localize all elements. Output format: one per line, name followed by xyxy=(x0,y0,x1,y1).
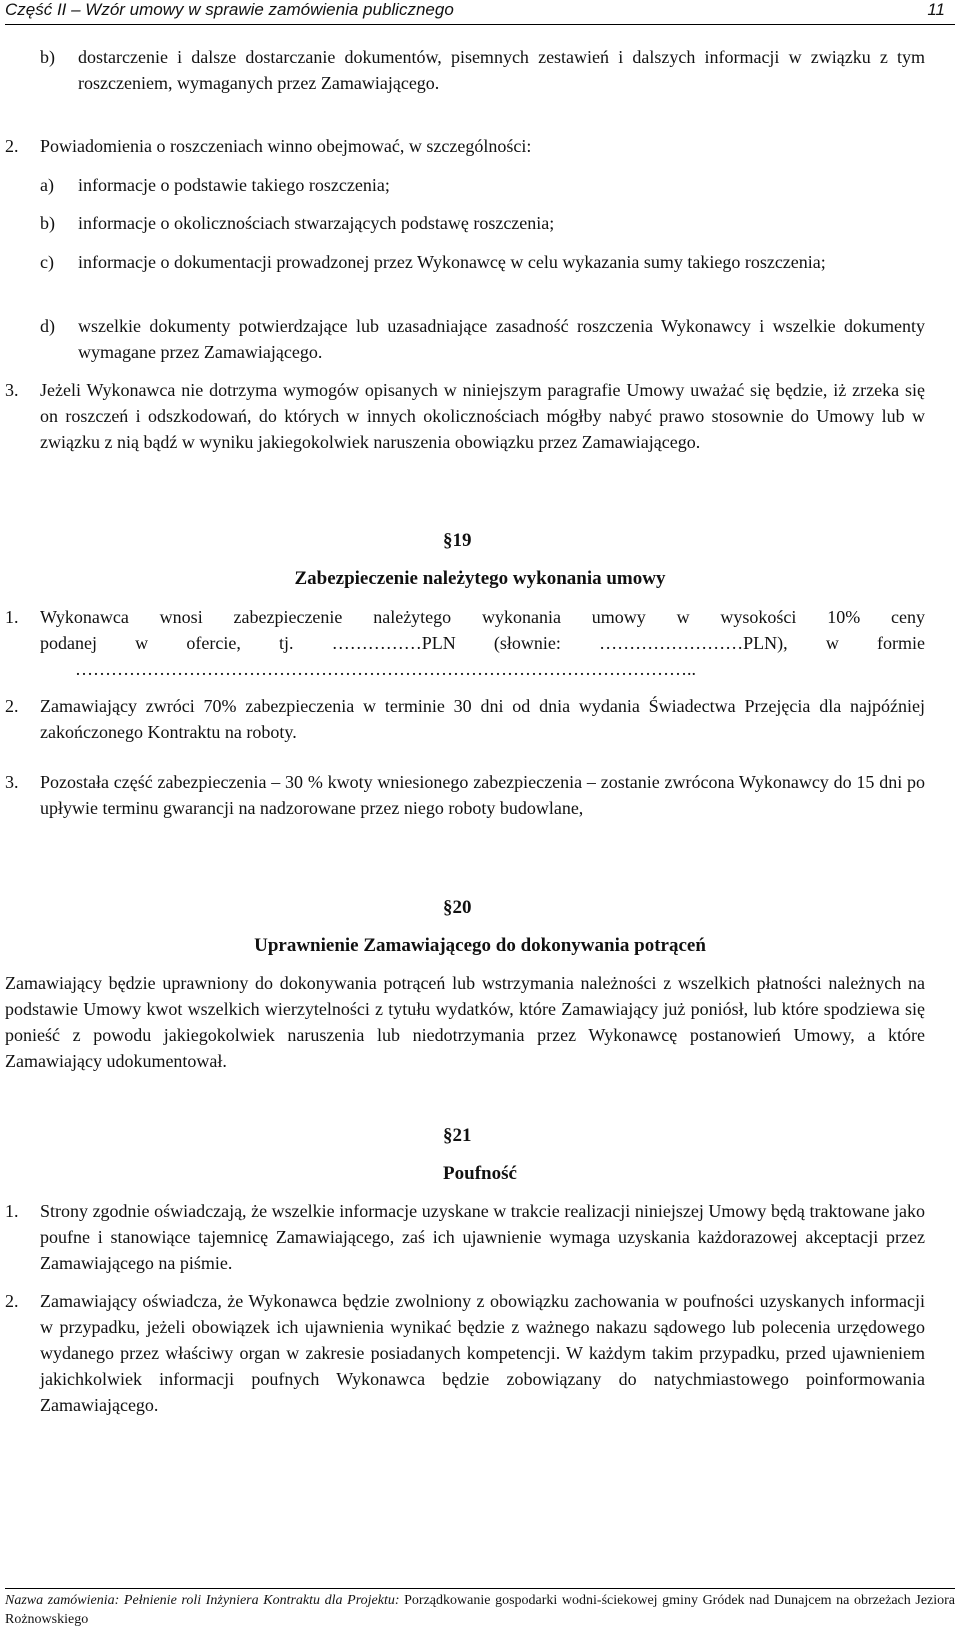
s19-paragraph-text-2: Zamawiający zwróci 70% zabezpieczenia w terminie 30 dni od dnia wydania Świadectwa Przejęcia dla najpóźniej zakończonego Kontraktu na roboty. xyxy=(40,696,925,742)
s21-paragraph-text-1: Strony zgodnie oświadczają, że wszelkie informacje uzyskane w trakcie realizacji niniejszej Umowy będą traktowane jako poufne i stanowiące tajemnicę Zamawiającego, zaś ich ujawnienie wymaga uzyskania każdorazowej akceptacji przez Zamawiającego na piśmie. xyxy=(40,1201,925,1273)
s19-paragraph-number-3: 3. xyxy=(5,772,19,792)
section-20-text: Zamawiający będzie uprawniony do dokonywania potrąceń lub wstrzymania należności z wszelkich płatności należnych na podstawie Umowy kwot wszelkich wierzytelności z tytułu wydatków, które Zamawiający już poniósł, lub które spodziewa się ponieść z powodu jakiegokolwiek naruszenia lub niedotrzymania przez Wykonawcę postanowień Umowy, a które Zamawiający udokumentował. xyxy=(5,973,925,1071)
page-header xyxy=(5,0,955,25)
item-label-d: d) xyxy=(40,316,55,336)
s19-paragraph-line-2: podanej w ofercie, tj. ……………PLN (słownie: ……………………PLN), w formie xyxy=(40,633,925,653)
item-text-d: wszelkie dokumenty potwierdzające lub uzasadniające zasadność roszczenia Wykonawcy i wszelkie dokumenty wymagane przez Zamawiającego. xyxy=(78,316,925,362)
section-21-number: §21 xyxy=(443,1125,472,1146)
s19-paragraph-line-1: Wykonawca wnosi zabezpieczenie należytego wykonania umowy w wysokości 10% ceny xyxy=(40,607,925,627)
section-19-number-value: 19 xyxy=(452,530,472,551)
section-19-number: §19 xyxy=(443,530,472,551)
item-text-b: dostarczenie i dalsze dostarczanie dokumentów, pisemnych zestawień i dalszych informacji w związku z tym roszczeniem, wymaganych przez Zamawiającego. xyxy=(78,47,925,93)
s21-paragraph-number-1: 1. xyxy=(5,1201,19,1221)
page-footer xyxy=(5,1588,955,1629)
item-label-a: a) xyxy=(40,175,54,195)
footer-project: Porządkowanie gospodarki wodni-ściekowej gminy Gródek nad Dunajcem na obrzeżach Jeziora Rożnowskiego xyxy=(5,1593,956,1627)
paragraph-text-3: Jeżeli Wykonawca nie dotrzyma wymogów opisanych w niniejszym paragrafie Umowy uważać się będzie, iż zrzeka się on roszczeń i odszkodowań, do których w innych okolicznościach mógłby nabyć prawo stosownie do Umowy lub w związku z nią bądź w wyniku jakiegokolwiek naruszenia obowiązku przez Zamawiającego. xyxy=(40,380,925,452)
section-20-number-value: 20 xyxy=(452,897,472,918)
item-text-c: informacje o dokumentacji prowadzonej przez Wykonawcę w celu wykazania sumy takiego roszczenia; xyxy=(78,252,826,272)
section-19-title: Zabezpieczenie należytego wykonania umowy xyxy=(294,568,666,589)
item-label-b: b) xyxy=(40,47,55,67)
paragraph-number-3: 3. xyxy=(5,380,19,400)
s19-paragraph-text-3: Pozostała część zabezpieczenia – 30 % kwoty wniesionego zabezpieczenia – zostanie zwrócona Wykonawcy do 15 dni po upływie terminu gwarancji na nadzorowane przez niego roboty budowlane, xyxy=(40,772,925,818)
s19-paragraph-line-3: ………………………………………………………………………………………….. xyxy=(75,659,696,679)
header-title: Część II – Wzór umowy w sprawie zamówienia publicznego xyxy=(5,0,454,19)
s21-paragraph-text-2: Zamawiający oświadcza, że Wykonawca będzie zwolniony z obowiązku zachowania w poufności uzyskanych informacji w przypadku, jeżeli obowiązek ich ujawnienia wynikać będzie z ważnego nakazu sądowego lub polecenia urzędowego wydanego przez właściwy organ w zakresie posiadanych kompetencji. W każdym takim przypadku, przed ujawnieniem jakichkolwiek informacji poufnych Wykonawca będzie zobowiązany do natychmiastowego poinformowania Zamawiającego. xyxy=(40,1291,925,1415)
section-20-title: Uprawnienie Zamawiającego do dokonywania potrąceń xyxy=(254,935,706,956)
section-20-number: §20 xyxy=(443,897,472,918)
s21-paragraph-number-2: 2. xyxy=(5,1291,19,1311)
item-label-c: c) xyxy=(40,252,54,272)
section-21-number-value: 21 xyxy=(452,1125,472,1146)
section-21-title: Poufność xyxy=(443,1163,517,1184)
item-text-a: informacje o podstawie takiego roszczenia; xyxy=(78,175,390,195)
paragraph-text-2: Powiadomienia o roszczeniach winno obejmować, w szczególności: xyxy=(40,136,532,156)
s19-paragraph-number-1: 1. xyxy=(5,607,19,627)
paragraph-number-2: 2. xyxy=(5,136,19,156)
item-label-b2: b) xyxy=(40,213,55,233)
footer-label: Nazwa zamówienia: Pełnienie roli Inżyniera Kontraktu dla Projektu: xyxy=(5,1593,400,1608)
item-text-b2: informacje o okolicznościach stwarzających podstawę roszczenia; xyxy=(78,213,555,233)
page-number: 11 xyxy=(927,0,945,19)
s19-paragraph-number-2: 2. xyxy=(5,696,19,716)
